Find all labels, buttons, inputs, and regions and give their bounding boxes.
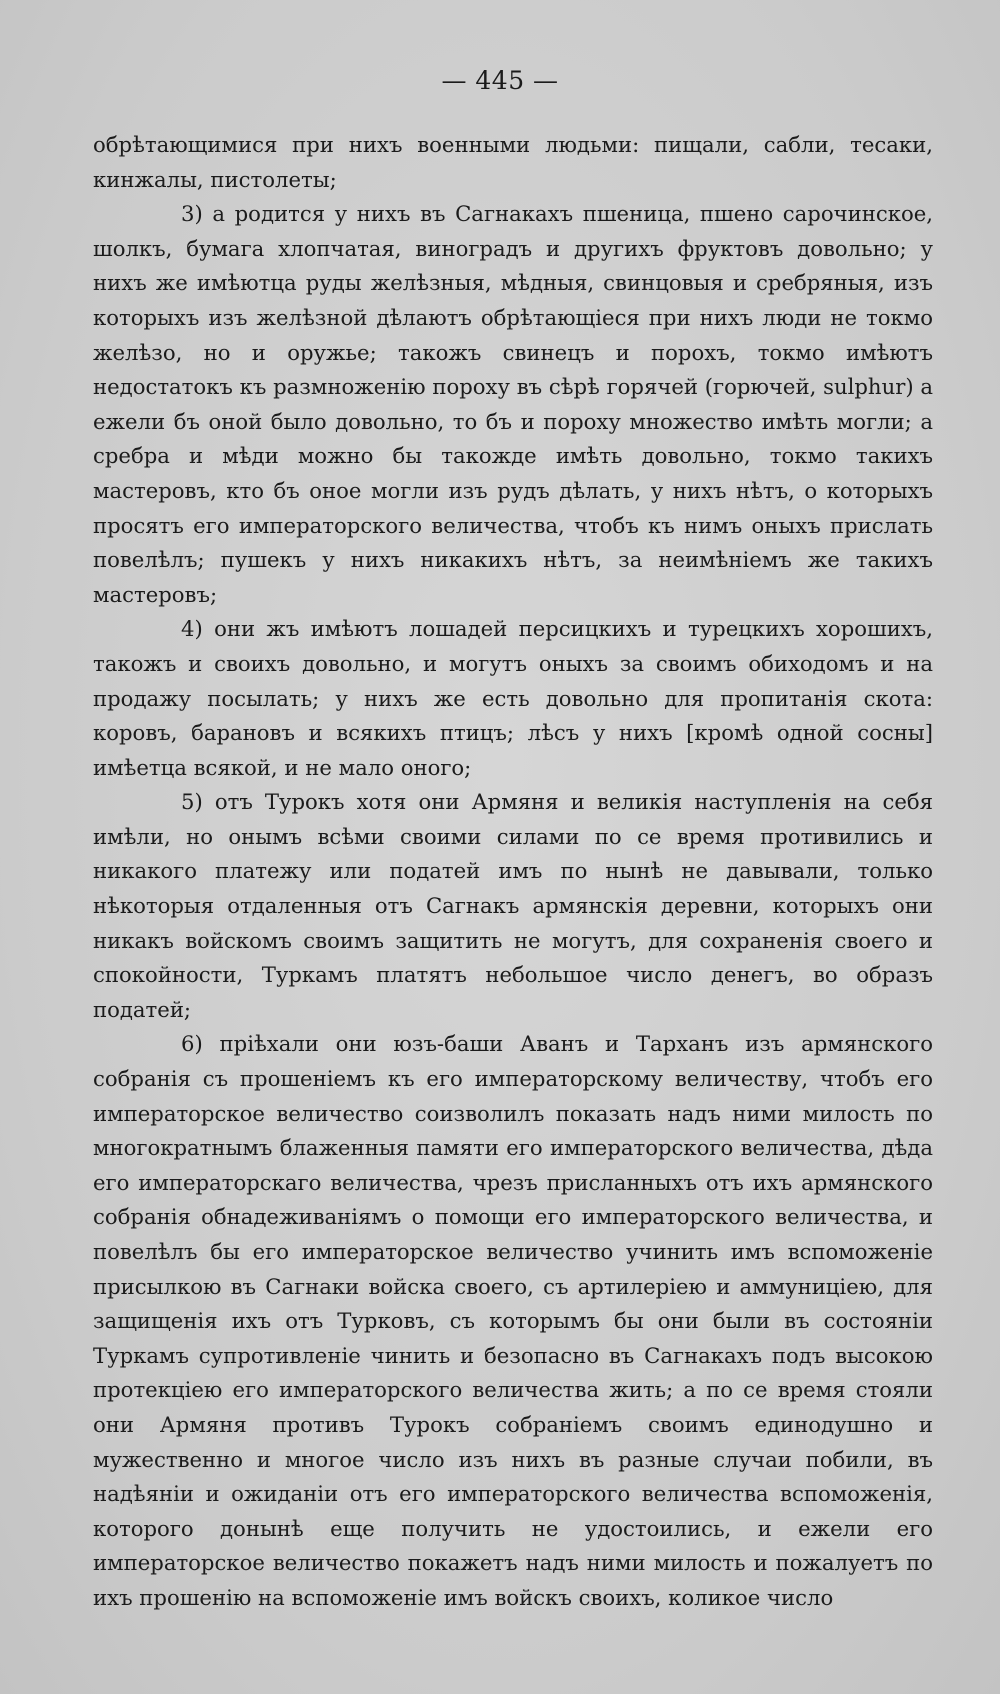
page-number: — 445 —	[441, 66, 559, 95]
paragraph-6: 6) пріѣхали они юзъ-баши Аванъ и Тарханъ изъ армянского собранія съ прошеніемъ къ его императорскому величеству, чтобъ его императорское величество соизволилъ показать надъ ними милость по многократнымъ блаженныя памяти его императорского величества, дѣда его императорскаго величества, чрезъ присланныхъ отъ ихъ армянского собранія обнадеживаніямъ о помощи его императорского величества, и повелѣлъ бы его императорское величество учинить имъ вспоможеніе присылкою въ Сагнаки войска своего, съ артилеріею и аммуниціею, для защищенія ихъ отъ Турковъ, съ которымъ бы они были въ состояніи Туркамъ супротивленіе чинить и безопасно въ Сагнакахъ подъ высокою протекціею его императорского величества жить; а по се время стояли они Армяня противъ Турокъ собраніемъ своимъ единодушно и мужественно и многое число изъ нихъ въ разные случаи побили, въ надѣяніи и ожиданіи отъ его императорского величества вспоможенія, которого донынѣ еще получить не удостоились, и ежели его императорское величество покажетъ надъ ними милость и пожалуетъ по ихъ прошенію на вспоможеніе имъ войскъ своихъ, коликое число	[93, 1031, 933, 1610]
paragraph-continuation: обрѣтающимися при нихъ военными людьми: пищали, сабли, тесаки, кинжалы, пистолеты;	[93, 132, 933, 192]
paragraph-5: 5) отъ Турокъ хотя они Армяня и великія наступленія на себя имѣли, но онымъ всѣми своими силами по се время противились и никакого платежу или податей имъ по нынѣ не давывали, только нѣкоторыя отдаленныя отъ Сагнакъ армянскія деревни, которыхъ они никакъ войскомъ своимъ защитить не могутъ, для сохраненія своего и спокойности, Туркамъ платятъ небольшое число денегъ, во образъ податей;	[93, 789, 933, 1022]
paragraph-4: 4) они жъ имѣютъ лошадей персицкихъ и турецкихъ хорошихъ, такожъ и своихъ довольно, и могутъ оныхъ за своимъ обиходомъ и на продажу посылать; у нихъ же есть довольно для пропитанія скота: коровъ, барановъ и всякихъ птицъ; лѣсъ у нихъ [кромѣ одной сосны] имѣетца всякой, и не мало оного;	[93, 616, 933, 780]
paragraph-3: 3) а родится у нихъ въ Сагнакахъ пшеница, пшено сарочинское, шолкъ, бумага хлопчатая, виноградъ и другихъ фруктовъ довольно; у нихъ же имѣютца руды желѣзныя, мѣдныя, свинцовыя и сребряныя, изъ которыхъ изъ желѣзной дѣлаютъ обрѣтающіеся при нихъ люди не токмо желѣзо, но и оружье; такожъ свинецъ и порохъ, токмо имѣютъ недостатокъ къ размноженію пороху въ сѣрѣ горячей (горючей, sulphur) а ежели бъ оной было довольно, то бъ и пороху множество имѣть могли; а сребра и мѣди можно бы такожде имѣть довольно, токмо такихъ мастеровъ, кто бъ оное могли изъ рудъ дѣлать, у нихъ нѣтъ, о которыхъ просятъ его императорского величества, чтобъ къ нимъ оныхъ прислать повелѣлъ; пушекъ у нихъ никакихъ нѣтъ, за неимѣніемъ же такихъ мастеровъ;	[93, 201, 933, 607]
body-text	[93, 128, 933, 1616]
